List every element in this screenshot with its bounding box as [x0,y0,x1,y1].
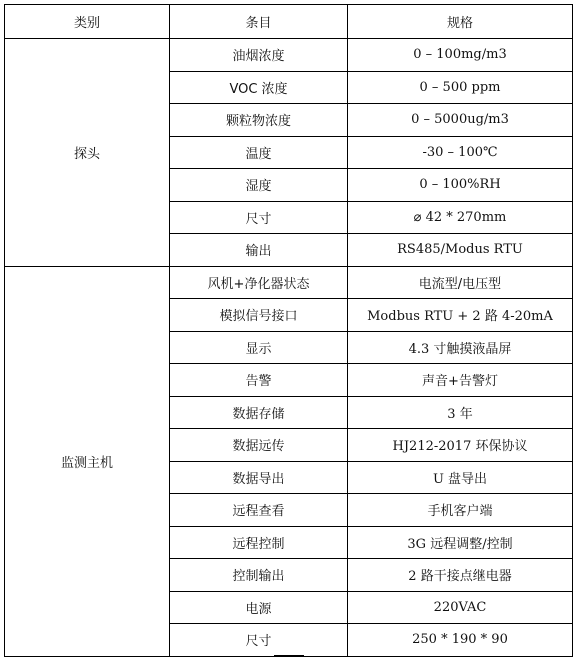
item-cell: 数据导出 [170,461,348,494]
spec-cell: 3G 远程调整/控制 [348,526,573,559]
item-cell: 远程查看 [170,494,348,527]
spec-cell: U 盘导出 [348,461,573,494]
spec-cell: RS485/Modus RTU [348,234,573,267]
item-cell: 湿度 [170,169,348,202]
spec-cell: 0 – 5000ug/m3 [348,104,573,137]
spec-cell: HJ212-2017 环保协议 [348,429,573,462]
spec-table [4,4,573,657]
spec-cell: Modbus RTU + 2 路 4-20mA [348,299,573,332]
item-cell: 显示 [170,331,348,364]
spec-cell: 声音+告警灯 [348,364,573,397]
spec-cell: 3 年 [348,396,573,429]
spec-cell: 2 路干接点继电器 [348,559,573,592]
page-margin-mark [274,655,304,656]
header-category: 类别 [5,5,170,39]
spec-cell: 220VAC [348,591,573,624]
header-spec: 规格 [348,5,573,39]
spec-cell: 0 – 100%RH [348,169,573,202]
item-cell: 油烟浓度 [170,39,348,72]
item-cell: 数据存储 [170,396,348,429]
item-cell: 尺寸 [170,201,348,234]
spec-cell: 手机客户端 [348,494,573,527]
table-row [5,39,573,72]
item-cell: 数据远传 [170,429,348,462]
item-cell: 告警 [170,364,348,397]
item-cell: 风机+净化器状态 [170,266,348,299]
category-probe: 探头 [5,39,170,267]
item-cell: 颗粒物浓度 [170,104,348,137]
spec-cell: 4.3 寸触摸液晶屏 [348,331,573,364]
header-item: 条目 [170,5,348,39]
spec-cell: ⌀ 42 * 270mm [348,201,573,234]
item-cell: 输出 [170,234,348,267]
spec-cell: 电流型/电压型 [348,266,573,299]
item-cell: 远程控制 [170,526,348,559]
spec-cell: 250 * 190 * 90 [348,624,573,657]
item-cell: 尺寸 [170,624,348,657]
table-row [5,266,573,299]
item-cell: 温度 [170,136,348,169]
spec-cell: 0 – 500 ppm [348,71,573,104]
item-cell: 模拟信号接口 [170,299,348,332]
item-cell: 控制输出 [170,559,348,592]
spec-cell: 0 – 100mg/m3 [348,39,573,72]
item-cell: 电源 [170,591,348,624]
item-cell: VOC 浓度 [170,71,348,104]
category-host: 监测主机 [5,266,170,656]
spec-cell: -30 – 100℃ [348,136,573,169]
header-row [5,5,573,39]
